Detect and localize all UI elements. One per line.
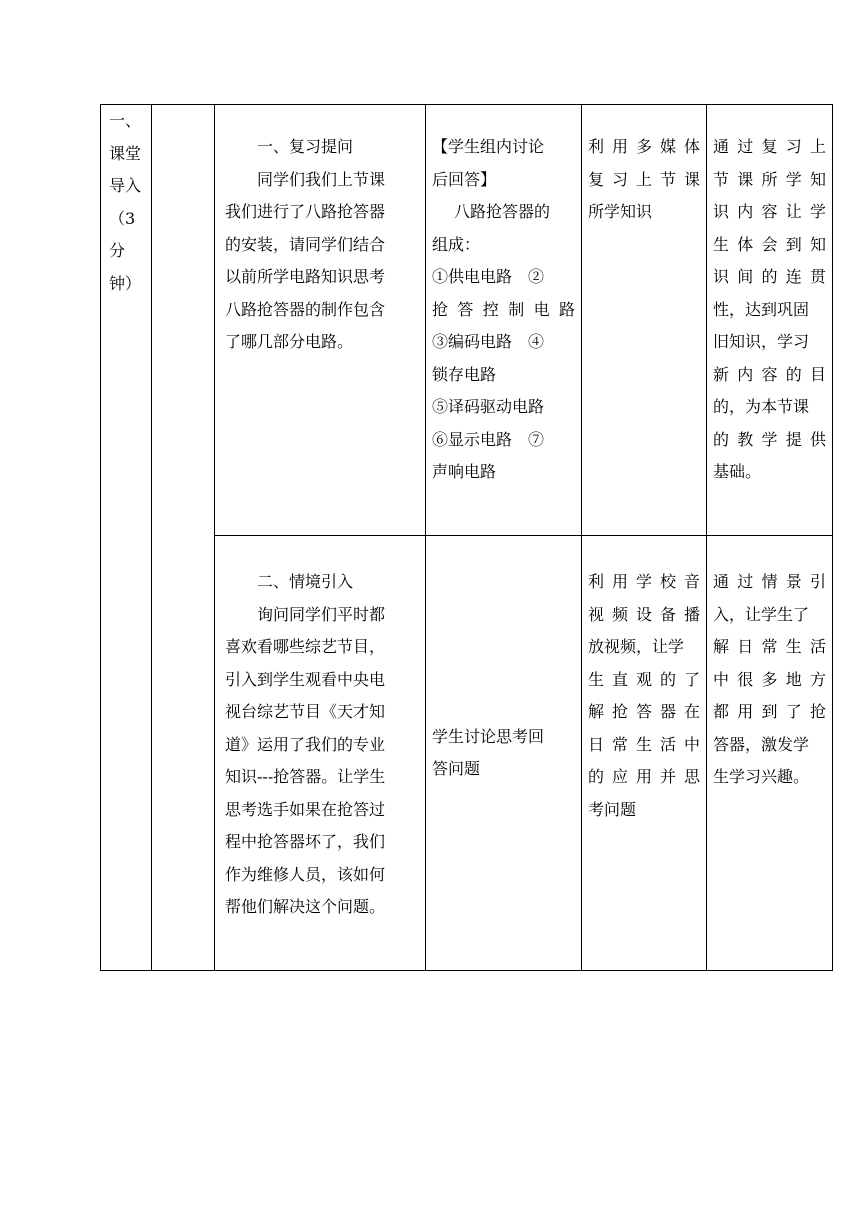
stage-line: 钟） (109, 273, 142, 293)
media-cell (582, 536, 707, 971)
paragraph-line: ⑥显示电路 ⑦ (432, 429, 545, 449)
paragraph-line: 的，为本节课 (713, 397, 810, 416)
section-heading: 二、情境引入 (257, 572, 354, 591)
paragraph-line: 旧知识，学习 (713, 332, 810, 351)
paragraph-line: 识内容让学 (713, 202, 826, 221)
paragraph-line: ③编码电路 ④ (432, 332, 545, 351)
paragraph-line: 抢答控制电路 (432, 299, 575, 319)
paragraph-line: 帮他们解决这个问题。 (225, 897, 386, 916)
paragraph-line: 询问同学们平时都 (257, 604, 386, 624)
stage-line: 分 (109, 241, 126, 260)
paragraph-line: 视台综艺节目《天才知 (225, 702, 386, 721)
section-heading: 一、复习提问 (257, 137, 354, 156)
table-row-review (101, 105, 833, 536)
paragraph-line: 利用多媒体 (588, 137, 700, 156)
stage-line: 一、 (109, 111, 142, 130)
paragraph-line: 的教学提供 (713, 429, 826, 449)
paragraph-line: 考问题 (588, 799, 637, 819)
teacher-activity-cell (215, 105, 426, 536)
paragraph-line: 同学们我们上节课 (257, 169, 386, 189)
stage-line: 导入 (109, 176, 142, 195)
paragraph-line: 后回答】 (432, 169, 497, 189)
stage-line: 课堂 (109, 143, 142, 163)
teacher-activity-cell (215, 536, 426, 971)
design-intent-cell (707, 536, 833, 971)
paragraph-line: 的安装，请同学们结合 (225, 234, 386, 254)
student-activity-cell (426, 105, 582, 536)
paragraph-line: 中很多地方 (713, 669, 826, 689)
paragraph-line: 放视频，让学 (588, 637, 685, 656)
paragraph-line: 复习上节课 (588, 169, 700, 189)
stage-line: （3 (109, 208, 136, 228)
paragraph-line: 通过情景引 (713, 572, 826, 591)
paragraph-line: 锁存电路 (432, 364, 497, 384)
paragraph-line: 了哪几部分电路。 (225, 332, 354, 351)
blank-cell (152, 105, 215, 971)
paragraph-line: 答问题 (432, 759, 481, 778)
paragraph-line: 生体会到知 (713, 234, 826, 254)
paragraph-line: 思考选手如果在抢答过 (225, 799, 386, 819)
paragraph-line: 解抢答器在 (588, 702, 700, 721)
paragraph-line: 都用到了抢 (713, 702, 826, 721)
paragraph-line: 声响电路 (432, 462, 497, 481)
paragraph-line: 识间的连贯 (713, 267, 826, 286)
paragraph-line: 喜欢看哪些综艺节目， (225, 637, 386, 656)
paragraph-line: 八路抢答器的制作包含 (225, 299, 386, 319)
paragraph-line: 性，达到巩固 (713, 299, 810, 319)
paragraph-line: ⑤译码驱动电路 (432, 397, 545, 416)
paragraph-line: 基础。 (713, 462, 762, 481)
paragraph-line: 答器，激发学 (713, 734, 810, 754)
paragraph-line: 作为维修人员，该如何 (225, 864, 386, 884)
paragraph-line: 以前所学电路知识思考 (225, 267, 386, 286)
paragraph-line: 通过复习上 (713, 137, 826, 156)
paragraph-line: 节课所学知 (713, 169, 826, 189)
paragraph-line: 所学知识 (588, 202, 653, 221)
paragraph-line: 组成： (432, 234, 481, 254)
stage-cell (101, 105, 152, 971)
lesson-plan-table (100, 104, 833, 971)
paragraph-line: 日常生活中 (588, 734, 700, 754)
paragraph-line: 【学生组内讨论 (432, 137, 545, 156)
paragraph-line: ①供电电路 ② (432, 267, 545, 286)
student-activity-cell (426, 536, 582, 971)
paragraph-line: 引入到学生观看中央电 (225, 669, 386, 689)
paragraph-line: 八路抢答器的 (454, 202, 551, 221)
paragraph-line: 新内容的目 (713, 364, 826, 384)
paragraph-line: 我们进行了八路抢答器 (225, 202, 386, 221)
media-cell (582, 105, 707, 536)
paragraph-line: 生直观的了 (588, 669, 700, 689)
paragraph-line: 知识---抢答器。让学生 (225, 767, 386, 786)
paragraph-line: 利用学校音 (588, 572, 700, 591)
paragraph-line: 的应用并思 (588, 767, 700, 786)
paragraph-line: 程中抢答器坏了，我们 (225, 832, 386, 851)
paragraph-line: 生学习兴趣。 (713, 767, 810, 786)
paragraph-line: 解日常生活 (713, 637, 826, 656)
paragraph-line: 入，让学生了 (713, 604, 810, 624)
paragraph-line: 学生讨论思考回 (432, 726, 545, 746)
paragraph-line: 道》运用了我们的专业 (225, 734, 386, 754)
paragraph-line: 视频设备播 (588, 604, 700, 624)
design-intent-cell (707, 105, 833, 536)
